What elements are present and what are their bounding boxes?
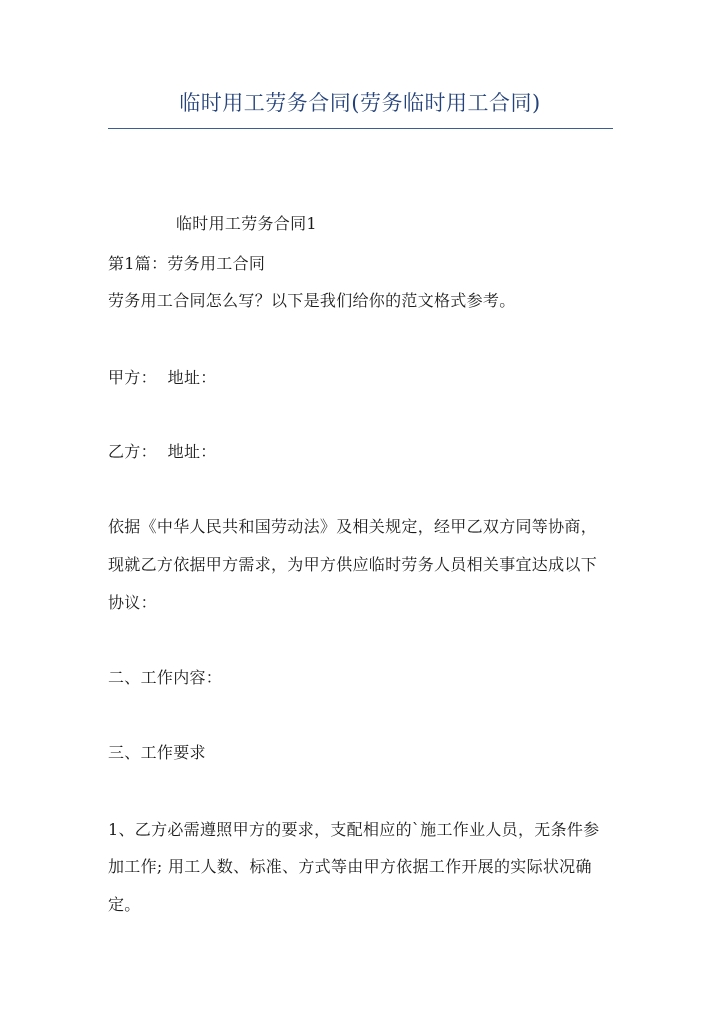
basis-paragraph-line-1: 依据《中华人民共和国劳动法》及相关规定，经甲乙双方同等协商， — [108, 517, 598, 536]
clause-1-line-1: 1、乙方必需遵照甲方的要求，支配相应的`施工作业人员，无条件参 — [108, 820, 600, 839]
basis-paragraph-line-3: 协议： — [108, 593, 157, 612]
basis-paragraph-line-2: 现就乙方依据甲方需求，为甲方供应临时劳务人员相关事宜达成以下 — [108, 555, 598, 574]
chapter-heading: 第1篇：劳务用工合同 — [108, 254, 266, 273]
document-subtitle: 临时用工劳务合同1 — [176, 214, 317, 233]
party-b-line: 乙方： 地址： — [108, 442, 217, 461]
page-title: 临时用工劳务合同(劳务临时用工合同) — [179, 91, 541, 115]
title-underline — [108, 128, 613, 129]
intro-text: 劳务用工合同怎么写？以下是我们给你的范文格式参考。 — [108, 291, 516, 310]
clause-1-line-2: 加工作; 用工人数、标准、方式等由甲方依据工作开展的实际状况确 — [108, 857, 592, 876]
clause-1-line-3: 定。 — [108, 895, 141, 914]
party-a-line: 甲方： 地址： — [108, 368, 217, 387]
section-2-heading: 二、工作内容： — [108, 668, 223, 687]
section-3-heading: 三、工作要求 — [108, 743, 206, 762]
